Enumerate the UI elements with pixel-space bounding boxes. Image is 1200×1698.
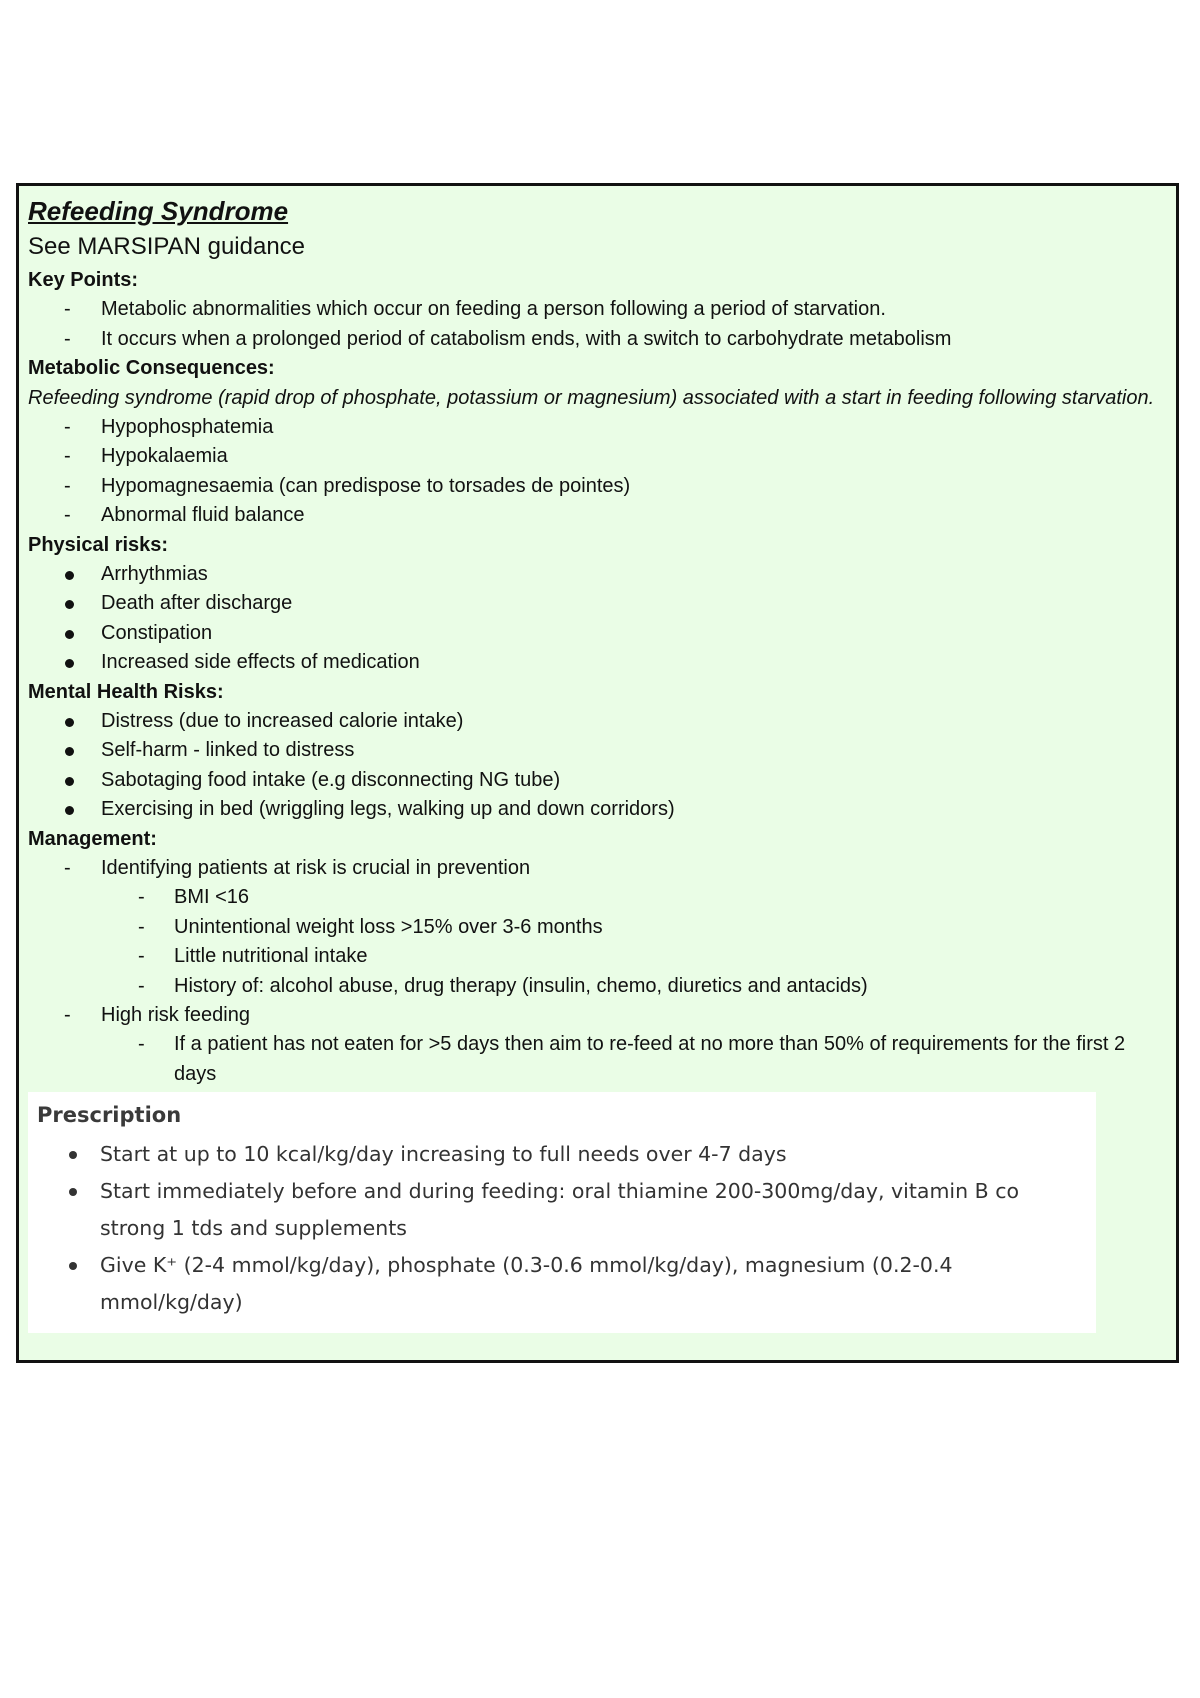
list-item bbox=[28, 589, 1167, 618]
prescription-item bbox=[37, 1173, 1096, 1247]
list-item bbox=[28, 560, 1167, 589]
list-item-text: Increased side effects of medication bbox=[101, 651, 420, 674]
dash-marker: - bbox=[64, 1004, 71, 1027]
list-item-text: Arrhythmias bbox=[101, 563, 208, 586]
sub-list-item bbox=[28, 1030, 1167, 1089]
bullet-icon bbox=[69, 1262, 77, 1270]
bullet-icon bbox=[65, 659, 74, 668]
list-item-text: History of: alcohol abuse, drug therapy (insulin, chemo, diuretics and antacids) bbox=[174, 974, 868, 997]
bullet-icon bbox=[69, 1188, 77, 1196]
dash-marker: - bbox=[138, 886, 145, 909]
list-item bbox=[28, 501, 1167, 530]
list-item bbox=[28, 413, 1167, 442]
bullet-icon bbox=[65, 718, 74, 727]
list-item bbox=[28, 325, 1167, 354]
list-item-text: Sabotaging food intake (e.g disconnecting NG tube) bbox=[101, 768, 561, 791]
bullet-icon bbox=[65, 571, 74, 580]
list-item-text: Metabolic abnormalities which occur on feeding a person following a period of starvation. bbox=[101, 298, 886, 321]
prescription-item bbox=[37, 1247, 1096, 1321]
sub-list-item bbox=[28, 972, 1167, 1001]
list-item-text: It occurs when a prolonged period of catabolism ends, with a switch to carbohydrate metabolism bbox=[101, 327, 952, 350]
dash-marker: - bbox=[64, 504, 71, 527]
dash-marker: - bbox=[64, 298, 71, 321]
metabolic-description: Refeeding syndrome (rapid drop of phosphate, potassium or magnesium) associated with a start in feeding following starvation. bbox=[28, 386, 1155, 409]
prescription-panel bbox=[28, 1092, 1096, 1333]
list-item-text: Identifying patients at risk is crucial in prevention bbox=[101, 857, 531, 880]
list-item-text: If a patient has not eaten for >5 days then aim to re-feed at no more than 50% of requirements for the first 2 days bbox=[174, 1033, 1126, 1085]
dash-marker: - bbox=[138, 945, 145, 968]
list-item bbox=[28, 619, 1167, 648]
prescription-item bbox=[37, 1136, 1096, 1173]
bullet-icon bbox=[65, 600, 74, 609]
sub-list-item bbox=[28, 913, 1167, 942]
list-item bbox=[28, 766, 1167, 795]
bullet-icon bbox=[65, 806, 74, 815]
management-heading: Management: bbox=[28, 827, 157, 850]
list-item-text: Distress (due to increased calorie intake) bbox=[101, 710, 464, 733]
sub-list-item bbox=[28, 942, 1167, 971]
prescription-item-text: Start at up to 10 kcal/kg/day increasing to full needs over 4-7 days bbox=[100, 1142, 787, 1167]
key-points-heading: Key Points: bbox=[28, 269, 139, 291]
list-item-text: Constipation bbox=[101, 621, 213, 644]
dash-marker: - bbox=[64, 327, 71, 350]
prescription-heading: Prescription bbox=[37, 1103, 182, 1128]
list-item bbox=[28, 648, 1167, 677]
list-item-text: Abnormal fluid balance bbox=[101, 504, 305, 527]
dash-marker: - bbox=[138, 1033, 145, 1056]
dash-marker: - bbox=[64, 445, 71, 468]
list-item bbox=[28, 295, 1167, 324]
list-item bbox=[28, 1001, 1167, 1030]
prescription-item-text: Give K⁺ (2-4 mmol/kg/day), phosphate (0.3-0.6 mmol/kg/day), magnesium (0.2-0.4 mmol/kg/day) bbox=[100, 1253, 953, 1315]
bullet-icon bbox=[65, 747, 74, 756]
prescription-item-text: Start immediately before and during feeding: oral thiamine 200-300mg/day, vitamin B co strong 1 tds and supplements bbox=[100, 1179, 1020, 1241]
bullet-icon bbox=[69, 1151, 77, 1159]
list-item-text: BMI <16 bbox=[174, 886, 250, 909]
list-item bbox=[28, 854, 1167, 883]
dash-marker: - bbox=[138, 974, 145, 997]
list-item-text: Little nutritional intake bbox=[174, 945, 368, 968]
subtitle: See MARSIPAN guidance bbox=[28, 233, 306, 260]
physical-risks-heading: Physical risks: bbox=[28, 533, 169, 556]
list-item-text: Exercising in bed (wriggling legs, walking up and down corridors) bbox=[101, 798, 675, 821]
list-item bbox=[28, 472, 1167, 501]
bullet-icon bbox=[65, 777, 74, 786]
list-item bbox=[28, 795, 1167, 824]
bullet-icon bbox=[65, 630, 74, 639]
list-item-text: High risk feeding bbox=[101, 1004, 250, 1027]
dash-marker: - bbox=[138, 915, 145, 938]
list-item-text: Death after discharge bbox=[101, 592, 293, 615]
page-title: Refeeding Syndrome bbox=[28, 196, 289, 226]
list-item-text: Hypophosphatemia bbox=[101, 416, 274, 438]
list-item bbox=[28, 442, 1167, 471]
list-item bbox=[28, 707, 1167, 736]
dash-marker: - bbox=[64, 416, 71, 438]
list-item bbox=[28, 736, 1167, 765]
list-item-text: Hypomagnesaemia (can predispose to torsades de pointes) bbox=[101, 474, 631, 497]
metabolic-heading: Metabolic Consequences: bbox=[28, 357, 275, 380]
mental-risks-heading: Mental Health Risks: bbox=[28, 680, 224, 703]
list-item-text: Hypokalaemia bbox=[101, 445, 228, 468]
refeeding-note-box bbox=[16, 183, 1179, 1363]
sub-list-item bbox=[28, 883, 1167, 912]
list-item-text: Unintentional weight loss >15% over 3-6 months bbox=[174, 915, 603, 938]
dash-marker: - bbox=[64, 857, 71, 880]
dash-marker: - bbox=[64, 474, 71, 497]
list-item-text: Self-harm - linked to distress bbox=[101, 739, 355, 762]
